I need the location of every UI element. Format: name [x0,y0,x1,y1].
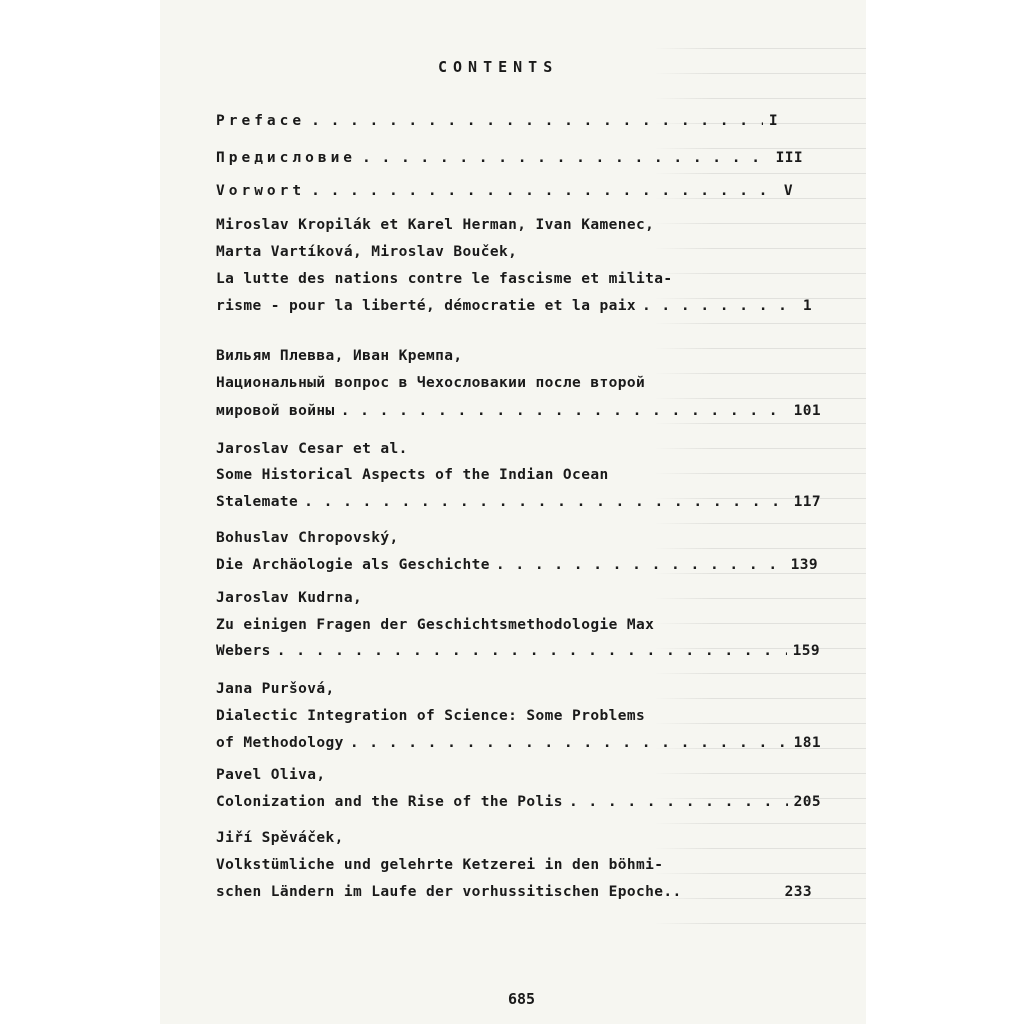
toc-entry-line: Zu einigen Fragen der Geschichtsmethodologie Max [216,617,655,633]
toc-entry-line: Marta Vartíková, Miroslav Bouček, [216,244,518,260]
toc-page: 233 [784,884,812,900]
toc-preface-row [216,113,778,129]
toc-page: 159 [792,643,820,659]
toc-leader [362,150,770,166]
toc-entry-line: Jaroslav Cesar et al. [216,441,408,457]
toc-entry-line: Jiří Spěváček, [216,830,344,846]
toc-entry-line: Национальный вопрос в Чехословакии после второй [216,375,646,391]
toc-entry-row [216,794,821,810]
toc-entry-row [216,298,812,314]
toc-entry-row [216,557,818,573]
toc-entry-line: Some Historical Aspects of the Indian Ocean [216,467,609,483]
toc-page: V [783,183,793,199]
toc-page: I [768,113,778,129]
toc-entry-row [216,403,821,419]
toc-label: Preface [216,113,306,129]
toc-leader [569,794,788,810]
toc-page: 139 [790,557,818,573]
toc-leader [350,735,788,751]
toc-entry-line: Jaroslav Kudrna, [216,590,363,606]
toc-label: Vorwort [216,183,306,199]
toc-entry-row [216,494,821,510]
toc-leader [304,494,787,510]
toc-preface-row [216,150,803,166]
toc-preface-row [216,183,793,199]
toc-entry-line: of Methodology [216,735,344,751]
toc-entry-line: Miroslav Kropilák et Karel Herman, Ivan Kamenec, [216,217,655,233]
toc-entry-line: risme - pour la liberté, démocratie et la paix [216,298,636,314]
toc-label: Предисловие [216,150,357,166]
toc-page: 1 [802,298,812,314]
toc-entry-line: Die Archäologie als Geschichte [216,557,490,573]
toc-entry-line: Bohuslav Chropovský, [216,530,399,546]
toc-page: 181 [793,735,821,751]
toc-page: 205 [793,794,821,810]
toc-entry-line: Dialectic Integration of Science: Some Problems [216,708,646,724]
toc-entry-row [216,735,821,751]
toc-leader [311,183,778,199]
page-number: 685 [508,990,536,1008]
toc-entry-line: Colonization and the Rise of the Polis [216,794,563,810]
toc-leader [642,298,797,314]
toc-leader [496,557,785,573]
toc-entry-line: Stalemate [216,494,299,510]
toc-entry-line: Вильям Плевва, Иван Кремпа, [216,348,463,364]
toc-entry-row [216,884,812,900]
toc-leader [311,113,763,129]
page-title: CONTENTS [438,58,559,76]
toc-entry-line: Webers [216,643,271,659]
toc-entry-line: schen Ländern im Laufe der vorhussitischen Epoche.. [216,884,682,900]
toc-entry-line: La lutte des nations contre le fascisme et milita- [216,271,673,287]
toc-page: III [775,150,803,166]
toc-entry-line: Jana Puršová, [216,681,335,697]
toc-leader [341,403,788,419]
toc-page: 117 [793,494,821,510]
toc-entry-line: мировой войны [216,403,335,419]
toc-leader [277,643,787,659]
toc-entry-line: Volkstümliche und gelehrte Ketzerei in den böhmi- [216,857,664,873]
toc-page: 101 [793,403,821,419]
toc-entry-line: Pavel Oliva, [216,767,326,783]
toc-entry-row [216,643,820,659]
